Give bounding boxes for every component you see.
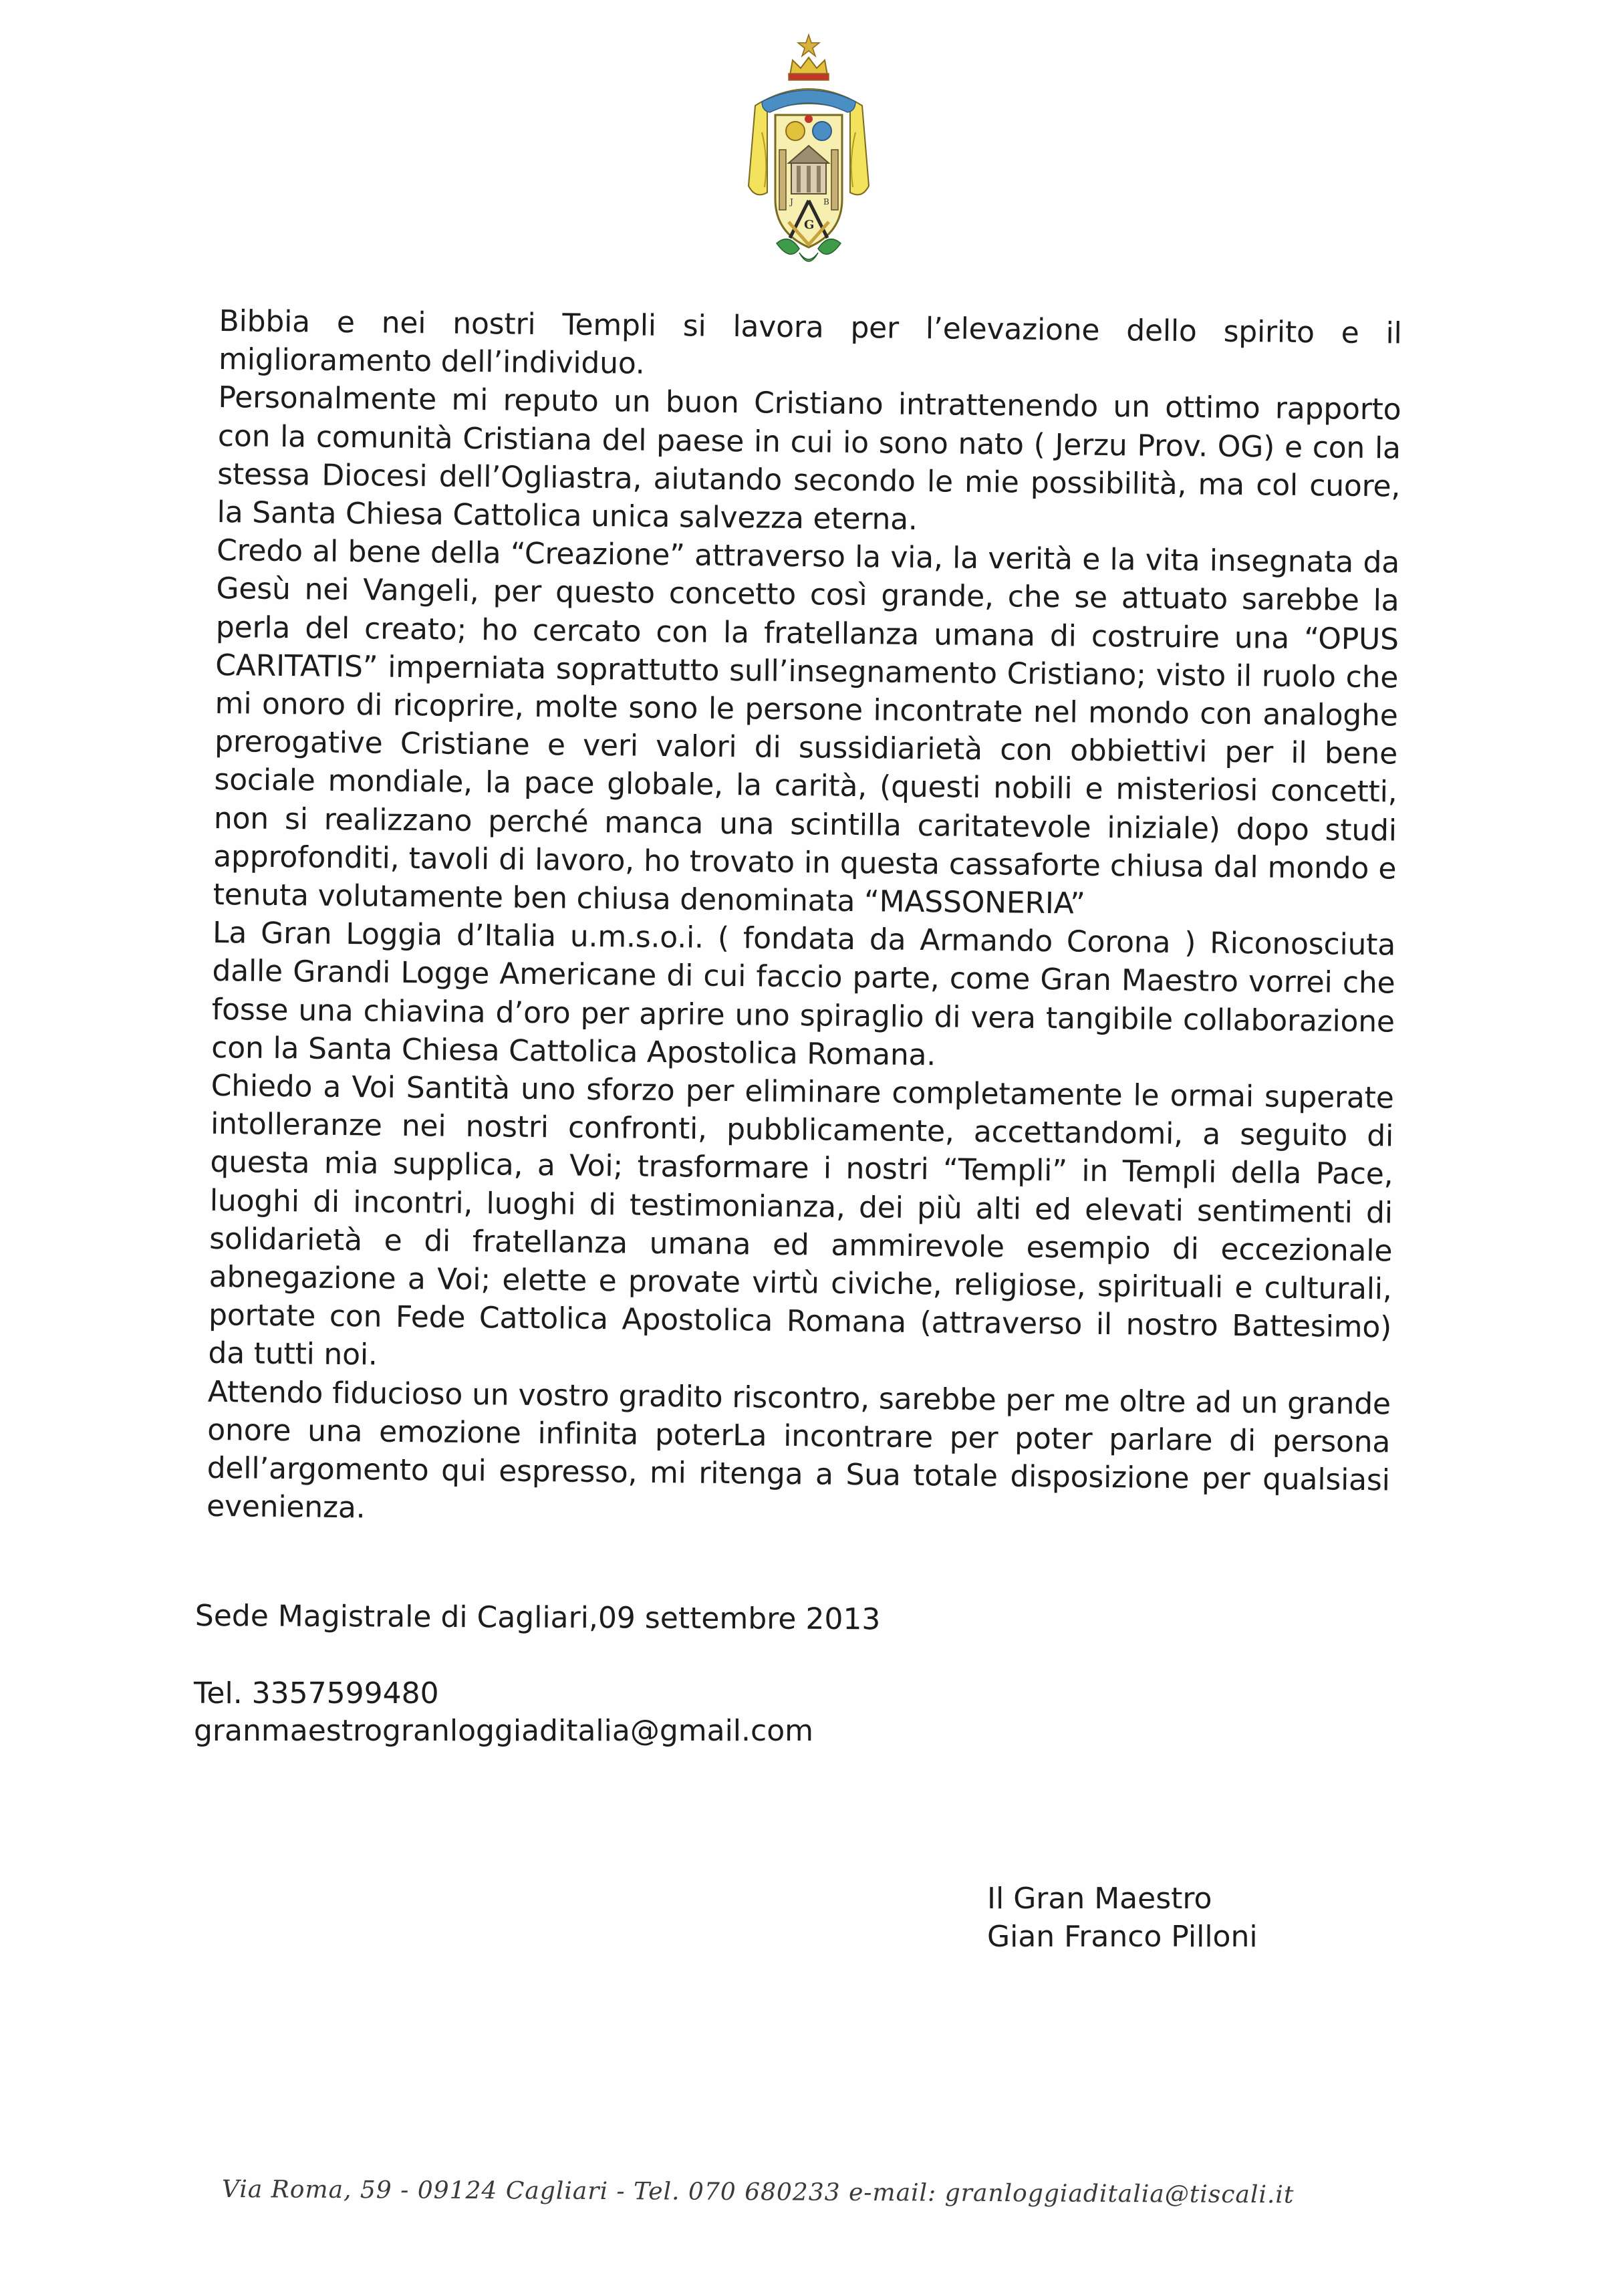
masonic-crest-logo xyxy=(735,32,882,273)
letter-paragraph: Bibbia e nei nostri Templi si lavora per l’elevazione dello spirito e il miglioramento dell’individuo. xyxy=(218,303,1402,381)
signature-block xyxy=(987,1880,1258,1956)
signature-name: Gian Franco Pilloni xyxy=(987,1920,1258,1954)
crest-letter-j: J xyxy=(790,197,793,207)
footer-address: Via Roma, 59 - 09124 Cagliari - Tel. 070 680233 e-mail: granloggiaditalia@tiscali.it xyxy=(221,2176,1295,2209)
letter-paragraph: Personalmente mi reputo un buon Cristiano intrattenendo un ottimo rapporto con la comunità Cristiana del paese in cui io sono nato ( Jerzu Prov. OG) e con la stessa Diocesi dell’Ogliastra, aiutando secondo le mie possibilità, ma col cuore, la Santa Chiesa Cattolica unica salvezza eterna. xyxy=(217,380,1401,537)
place-date: Sede Magistrale di Cagliari,09 settembre 2013 xyxy=(194,1599,881,1637)
crest-star-icon xyxy=(798,35,819,56)
contact-block xyxy=(194,1675,813,1750)
crest-letter-b: B xyxy=(823,197,829,207)
signature-title: Il Gran Maestro xyxy=(987,1882,1212,1916)
letter-body xyxy=(207,302,1402,1538)
letterhead-footer xyxy=(222,2176,1405,2209)
letter-paragraph: La Gran Loggia d’Italia u.m.s.o.i. ( fondata da Armando Corona ) Riconosciuta dalle Grandi Logge Americane di cui faccio parte, come Gran Maestro vorrei che fosse una chiavina d’oro per aprire uno spiraglio di vera tangibile collaborazione con la Santa Chiesa Cattolica Apostolica Romana. xyxy=(211,916,1396,1073)
phone-number: Tel. 3357599480 xyxy=(194,1676,439,1710)
crest-moon-icon xyxy=(813,122,831,140)
letter-paragraph: Credo al bene della “Creazione” attraverso la via, la verità e la vita insegnata da Gesù nei Vangeli, per questo concetto così grande, che se attuato sarebbe la perla del creato; ho cercato con la fratellanza umana di costruire una “OPUS CARITATIS” imperniata soprattutto sull’insegnamento Cristiano; visto il ruolo che mi onoro di ricoprire, molte sono le persone incontrate nel mondo con analoghe prerogative Cristiane e veri valori di sussidiarietà con obbiettivi per il bene sociale mondiale, la pace globale, la carità, (questi nobili e misteriosi concetti, non si realizzano perché manca una scintilla caritatevole iniziale) dopo studi approfonditi, tavoli di lavoro, ho trovato in questa cassaforte chiusa dal mondo e tenuta volutamente ben chiusa denominata “MASSONERIA” xyxy=(213,533,1400,921)
crest-letter-g: G xyxy=(804,218,815,232)
letter-paragraph: Attendo fiducioso un vostro gradito riscontro, sarebbe per me oltre ad un grande onore una emozione infinita poterLa incontrare per poter parlare di persona dell’argomento qui espresso, mi ritenga a Sua totale disposizione per qualsiasi evenienza. xyxy=(206,1374,1391,1525)
email-address: granmaestrogranloggiaditalia@gmail.com xyxy=(194,1714,813,1748)
crest-sun-icon xyxy=(786,122,805,140)
letter-paragraph: Chiedo a Voi Santità uno sforzo per eliminare completamente le ormai superate intolleranze nei nostri confronti, pubblicamente, accettandomi, a seguito di questa mia supplica, a Voi; trasformare i nostri “Templi” in Templi della Pace, luoghi di incontri, luoghi di testimonianza, dei più alti ed elevati sentimenti di solidarietà e di fratellanza umana ed ammirevole esempio di eccezionale abnegazione a Voi; elette e provate virtù civiche, religiose, spirituali e culturali, portate con Fede Cattolica Apostolica Romana (attraverso il nostro Battesimo) da tutti noi. xyxy=(208,1068,1394,1373)
crest-crown-icon xyxy=(790,57,827,75)
